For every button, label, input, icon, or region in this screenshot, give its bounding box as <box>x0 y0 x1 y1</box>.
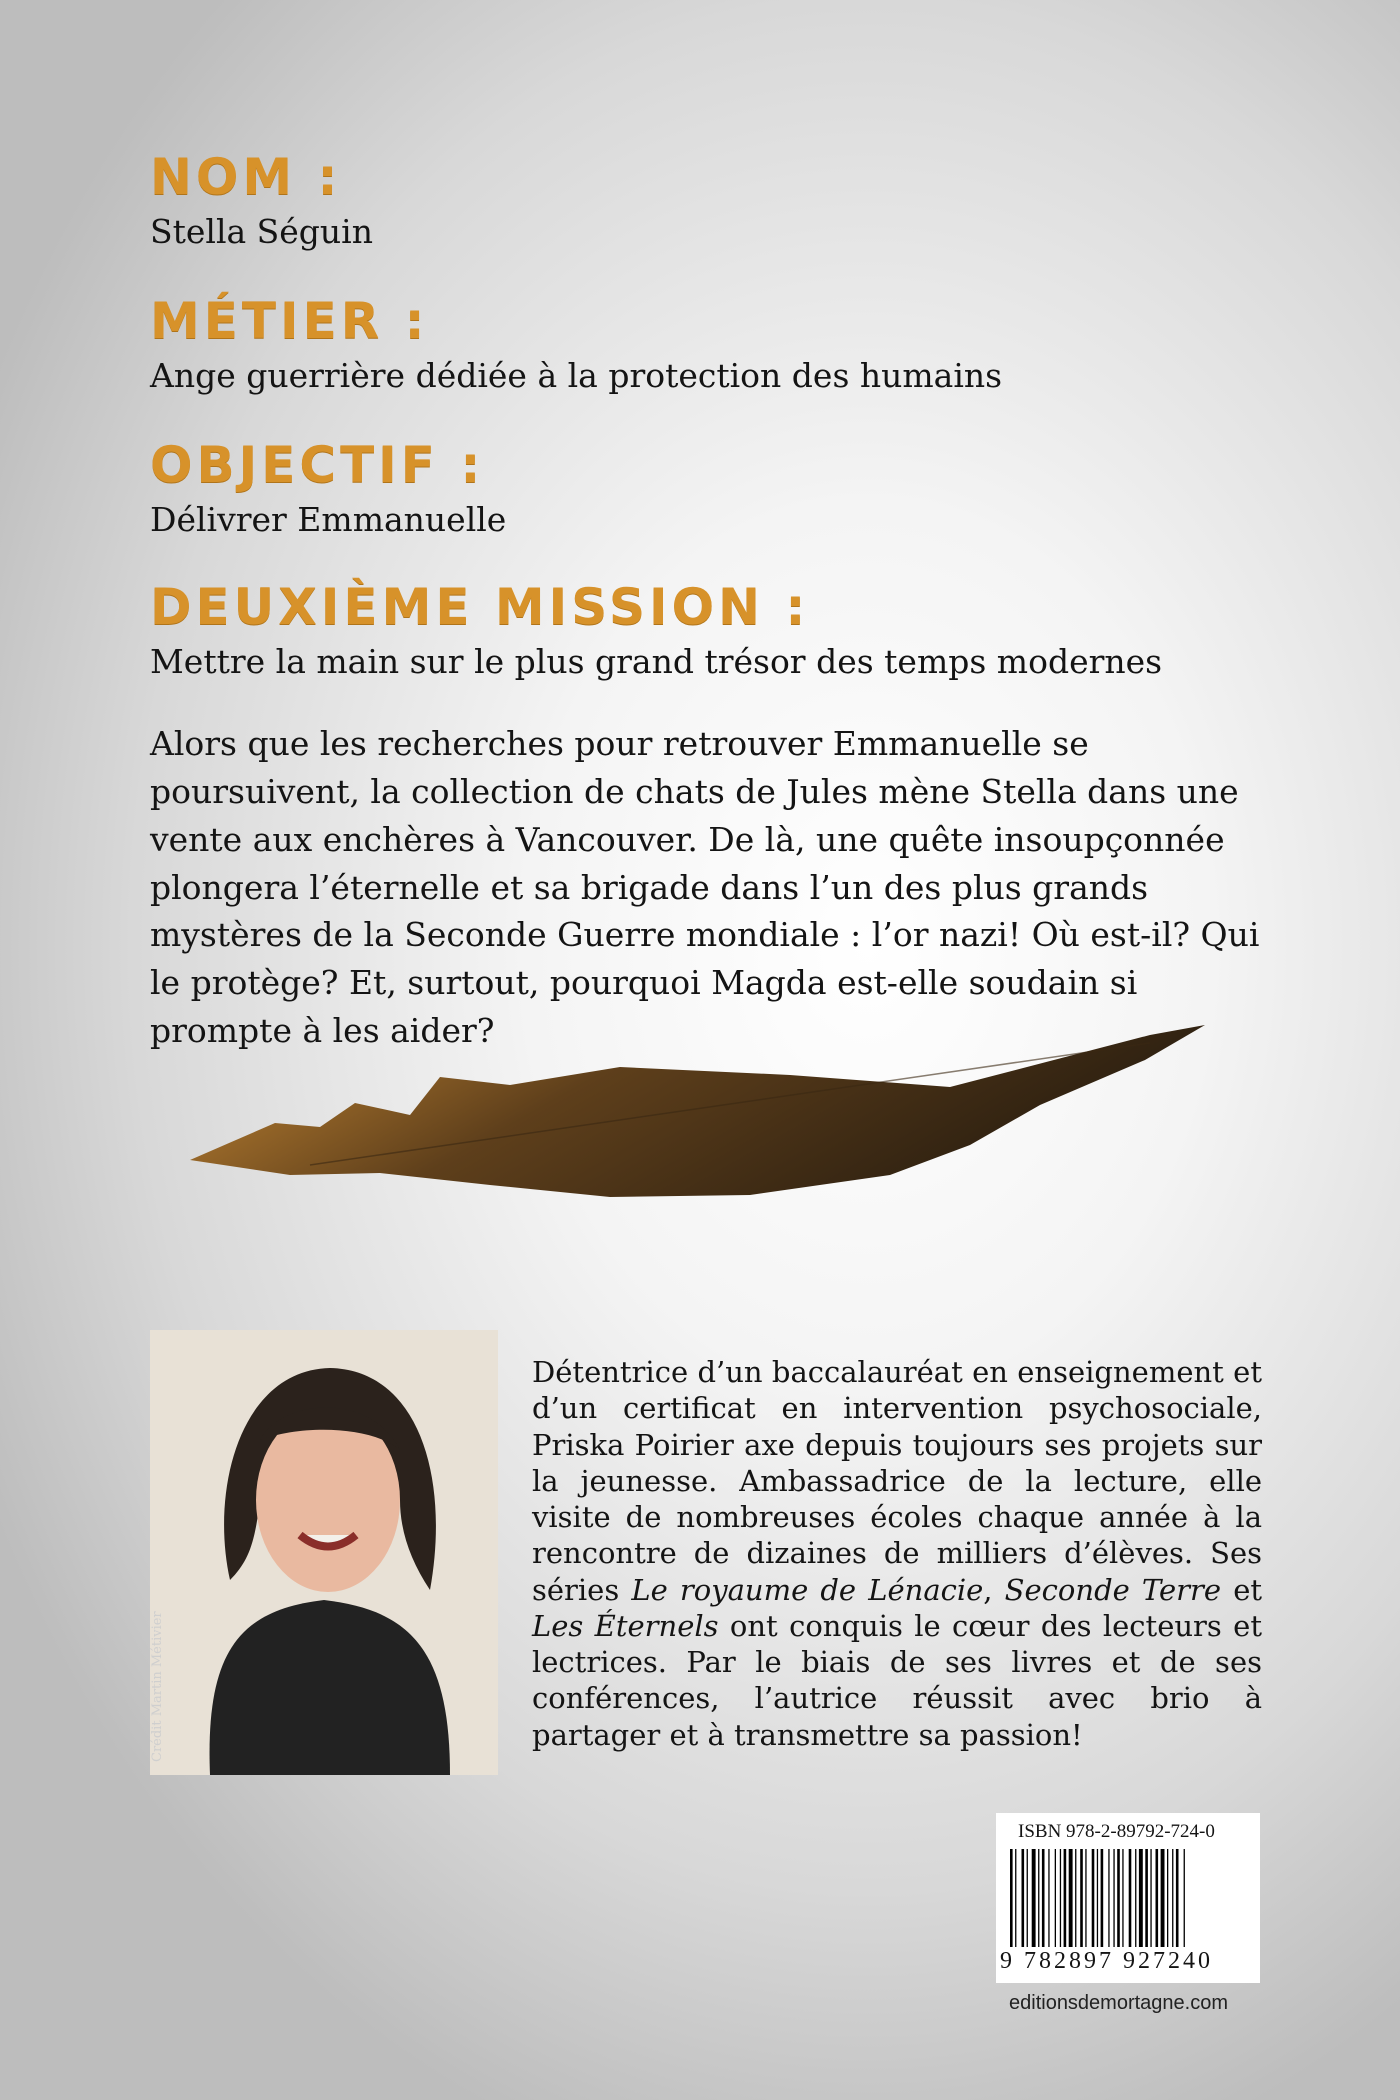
barcode-bar <box>1010 1849 1013 1947</box>
bio-text: et <box>1221 1572 1263 1607</box>
photo-credit: Crédit Martin Métivier <box>150 1611 165 1762</box>
barcode-bar <box>1156 1849 1159 1947</box>
barcode-bar <box>1184 1849 1185 1947</box>
barcode-bar <box>1042 1849 1045 1947</box>
barcode-bar <box>1027 1849 1028 1947</box>
field-metier <box>150 292 1003 396</box>
barcode-bar <box>1075 1849 1076 1947</box>
barcode-bar <box>1150 1849 1151 1947</box>
field-heading: MÉTIER : <box>150 292 429 350</box>
synopsis-paragraph: Alors que les recherches pour retrouver Emmanuelle se poursuivent, la collection de chats de Jules mène Stella dans une vente aux enchères à Vancouver. De là, une quête insoupçonnée plongera l’éternelle et sa brigade dans l’un des plus grands mystères de la Seconde Guerre mondiale : l’or nazi! Où est-il? Qui le protège? Et, surtout, pourquoi Magda est-elle soudain si prompte à les aider? <box>150 724 1260 1051</box>
barcode-bar <box>1085 1849 1086 1947</box>
bio-text: , <box>983 1572 1005 1607</box>
barcode-bar <box>1129 1849 1132 1947</box>
barcode-bar <box>1097 1849 1098 1947</box>
barcode-bar <box>1064 1849 1067 1947</box>
field-objectif <box>150 436 507 540</box>
isbn-barcode <box>996 1813 1260 1983</box>
field-nom <box>150 148 373 252</box>
barcode-bars-icon <box>1010 1849 1246 1947</box>
field-heading: DEUXIÈME MISSION : <box>150 578 810 636</box>
barcode-bar <box>1048 1849 1049 1947</box>
barcode-bar <box>1122 1849 1123 1947</box>
series-title: Seconde Terre <box>1004 1572 1222 1607</box>
field-value: Mettre la main sur le plus grand trésor des temps modernes <box>150 642 1163 681</box>
barcode-bar <box>1172 1849 1173 1947</box>
barcode-bar <box>1139 1849 1143 1947</box>
barcode-bar <box>1038 1849 1039 1947</box>
field-deuxieme-mission <box>150 578 1163 682</box>
barcode-bar <box>1069 1849 1073 1947</box>
bio-text: ont conquis le cœur des lecteurs et lectrices. Par le biais de ses livres et de ses conférences, l’autrice réussit avec brio à partager et à transmettre sa passion! <box>532 1608 1262 1752</box>
barcode-bar <box>1145 1849 1148 1947</box>
bio-text: Détentrice d’un baccalauréat en enseignement et d’un certificat en intervention psychosociale, Priska Poirier axe depuis toujours ses projets sur la jeunesse. Ambassadrice de la lecture, elle visite de nombreuses écoles chaque année à la rencontre de dizaines de milliers d’élèves. Ses séries <box>532 1355 1262 1607</box>
barcode-bar <box>1092 1849 1095 1947</box>
ean-digits: 9 782897 927240 <box>1000 1948 1213 1974</box>
author-photo <box>150 1330 498 1775</box>
barcode-bar <box>1113 1849 1114 1947</box>
field-value: Stella Séguin <box>150 212 373 251</box>
barcode-bar <box>1080 1849 1083 1947</box>
barcode-bar <box>1161 1849 1165 1947</box>
barcode-bar <box>1022 1849 1025 1947</box>
barcode-bar <box>1055 1849 1056 1947</box>
field-heading: OBJECTIF : <box>150 436 485 494</box>
series-title: Le royaume de Lénacie <box>631 1572 984 1607</box>
field-value: Ange guerrière dédiée à la protection des humains <box>150 356 1003 395</box>
barcode-bar <box>1108 1849 1109 1947</box>
field-value: Délivrer Emmanuelle <box>150 500 507 539</box>
barcode-bar <box>1117 1849 1120 1947</box>
series-title: Les Éternels <box>532 1608 719 1643</box>
barcode-bar <box>1015 1849 1016 1947</box>
barcode-bar <box>1167 1849 1168 1947</box>
barcode-bar <box>1060 1849 1061 1947</box>
field-heading: NOM : <box>150 148 342 206</box>
author-bio <box>532 1354 1262 1753</box>
barcode-bar <box>1101 1849 1104 1947</box>
barcode-bar <box>1135 1849 1136 1947</box>
publisher-website: editionsdemortagne.com <box>1009 1992 1229 2014</box>
feather-icon <box>190 1025 1210 1215</box>
barcode-bar <box>1176 1849 1179 1947</box>
isbn-label: ISBN 978-2-89792-724-0 <box>1018 1821 1215 1842</box>
barcode-bar <box>1032 1849 1036 1947</box>
